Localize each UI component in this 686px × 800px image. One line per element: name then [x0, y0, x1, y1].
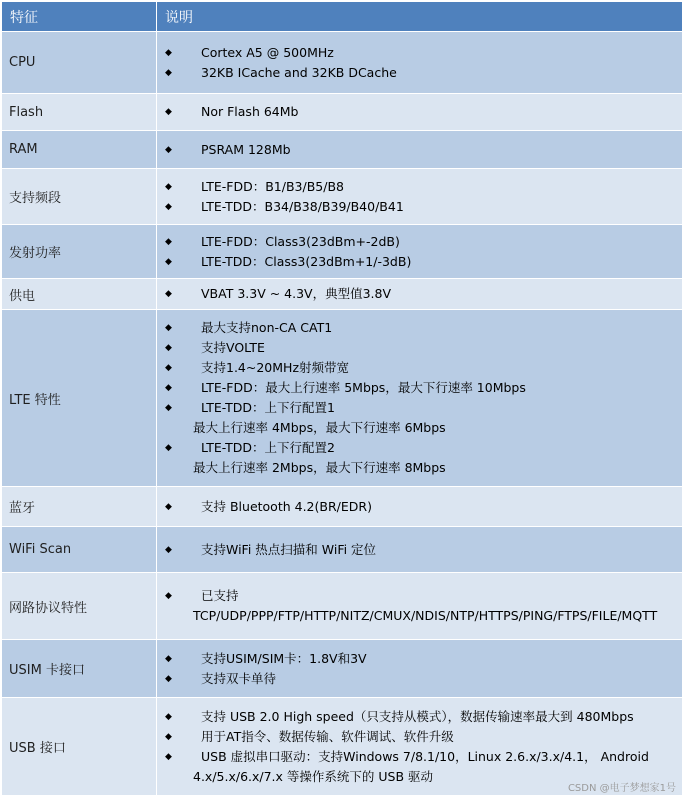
feature-cell: Flash: [2, 94, 157, 131]
diamond-bullet-icon: ◆: [165, 711, 172, 722]
table-header: [2, 2, 683, 32]
diamond-bullet-icon: ◆: [165, 343, 172, 353]
description-cell: ◆ VBAT 3.3V ~ 4.3V，典型值3.8V: [157, 279, 683, 310]
diamond-bullet-icon: ◆: [165, 751, 172, 762]
diamond-bullet-icon: ◆: [165, 107, 172, 117]
feature-cell: USB 接口: [2, 698, 157, 796]
feature-cell: 发射功率: [2, 225, 157, 279]
table-row: [2, 94, 683, 131]
header-feature: 特征: [2, 2, 157, 32]
table-row: [2, 32, 683, 94]
feature-cell: LTE 特性: [2, 310, 157, 487]
diamond-bullet-icon: ◆: [165, 144, 172, 155]
description-cell: ◆ Nor Flash 64Mb: [157, 94, 683, 131]
description-cell: ◆ LTE-FDD：B1/B3/B5/B8 ◆ LTE-TDD：B34/B38/B39/B40/B41: [157, 169, 683, 225]
watermark: CSDN @电子梦想家1号: [567, 783, 676, 794]
table-row: [2, 279, 683, 310]
description-cell: ◆ 支持USIM/SIM卡：1.8V和3V ◆ 支持双卡单待: [157, 640, 683, 698]
description-cell: ◆ 支持 Bluetooth 4.2(BR/EDR): [157, 487, 683, 527]
table-row: [2, 131, 683, 169]
diamond-bullet-icon: ◆: [165, 443, 172, 453]
diamond-bullet-icon: ◆: [165, 363, 172, 373]
diamond-bullet-icon: ◆: [165, 383, 172, 393]
diamond-bullet-icon: ◆: [165, 236, 172, 247]
diamond-bullet-icon: ◆: [165, 181, 172, 192]
feature-cell: USIM 卡接口: [2, 640, 157, 698]
diamond-bullet-icon: ◆: [165, 403, 172, 413]
diamond-bullet-icon: ◆: [165, 201, 172, 212]
feature-cell: 网路协议特性: [2, 573, 157, 640]
feature-cell: RAM: [2, 131, 157, 169]
table-row: [2, 640, 683, 698]
description-cell: ◆ Cortex A5 @ 500MHz ◆ 32KB ICache and 32KB DCache: [157, 32, 683, 94]
description-cell: ◆ 支持WiFi 热点扫描和 WiFi 定位: [157, 527, 683, 573]
description-cell: ◆ 最大支持non-CA CAT1 ◆ 支持VOLTE ◆ 支持1.4~20MHz射频带宽 ◆ LTE-FDD：最大上行速率 5Mbps，最大下行速率 10Mbps ◆ LTE-TDD：上下行配置1 最大上行速率 4Mbps，最大下行速率 6Mbps ◆ LTE-TDD：上下行配置2 最大上行速率 2Mbps，最大下行速率 8Mbps: [157, 310, 683, 487]
table-row: [2, 169, 683, 225]
feature-cell: 供电: [2, 279, 157, 310]
diamond-bullet-icon: ◆: [165, 323, 172, 333]
diamond-bullet-icon: ◆: [165, 289, 172, 299]
feature-cell: 支持频段: [2, 169, 157, 225]
diamond-bullet-icon: ◆: [165, 47, 172, 58]
diamond-bullet-icon: ◆: [165, 67, 172, 78]
diamond-bullet-icon: ◆: [165, 591, 172, 601]
table-row: [2, 225, 683, 279]
spec-table: [1, 1, 683, 796]
description-cell: ◆ LTE-FDD：Class3(23dBm+-2dB) ◆ LTE-TDD：Class3(23dBm+1/-3dB): [157, 225, 683, 279]
diamond-bullet-icon: ◆: [165, 256, 172, 267]
diamond-bullet-icon: ◆: [165, 731, 172, 742]
header-description: 说明: [157, 2, 683, 32]
table-row: [2, 487, 683, 527]
table-row: [2, 310, 683, 487]
diamond-bullet-icon: ◆: [165, 673, 172, 684]
table-row: [2, 573, 683, 640]
description-cell: ◆ 支持 USB 2.0 High speed（只支持从模式），数据传输速率最大到 480Mbps ◆ 用于AT指令、数据传输、软件调试、软件升级 ◆ USB 虚拟串口驱动：支持Windows 7/8.1/10，Linux 2.6.x/3.x/4.1， Android 4.x/5.x/6.x/7.x 等操作系统下的 USB 驱动: [157, 698, 683, 796]
description-cell: ◆ PSRAM 128Mb: [157, 131, 683, 169]
feature-cell: WiFi Scan: [2, 527, 157, 573]
diamond-bullet-icon: ◆: [165, 653, 172, 664]
feature-cell: CPU: [2, 32, 157, 94]
table-row: [2, 527, 683, 573]
description-cell: ◆ 已支持 TCP/UDP/PPP/FTP/HTTP/NITZ/CMUX/NDIS/NTP/HTTPS/PING/FTPS/FILE/MQTT: [157, 573, 683, 640]
diamond-bullet-icon: ◆: [165, 501, 172, 512]
diamond-bullet-icon: ◆: [165, 544, 172, 555]
feature-cell: 蓝牙: [2, 487, 157, 527]
